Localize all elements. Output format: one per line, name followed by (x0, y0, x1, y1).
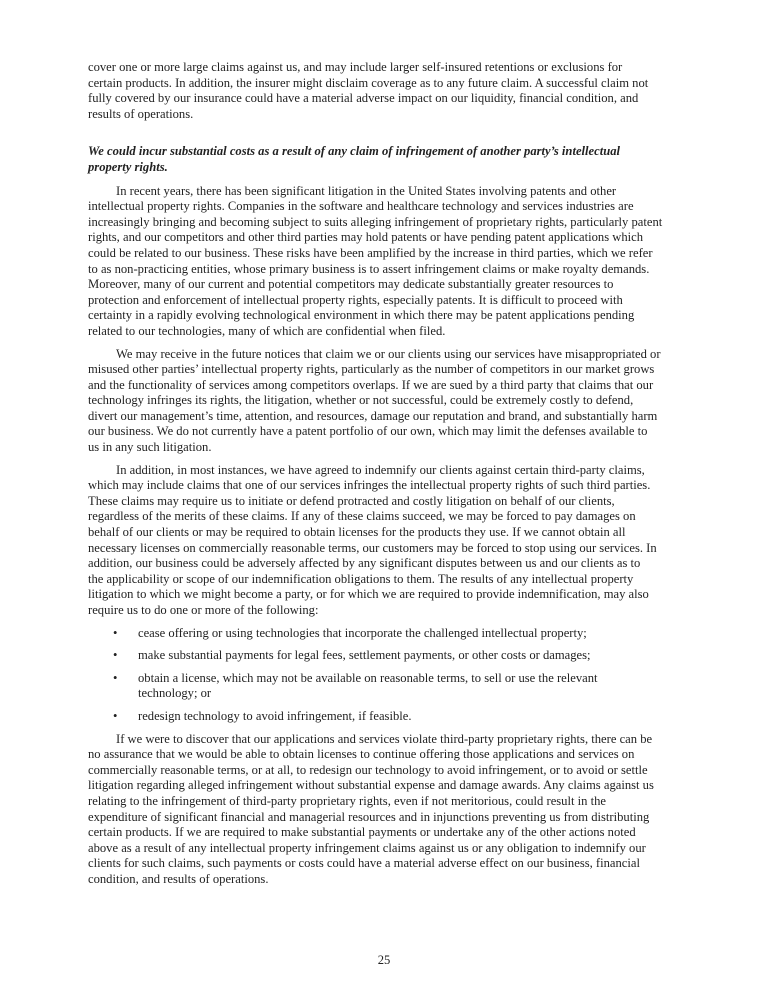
paragraph (88, 732, 688, 888)
text-line: obtain a license, which may not be available on reasonable terms, to sell or use the relevant (138, 670, 598, 685)
text-line: behalf of our clients or may be required to obtain licenses for the products they use. If we cannot obtain all (88, 525, 626, 540)
text-line: These claims may require us to initiate or defend protracted and costly litigation on behalf of our clients, (88, 493, 615, 508)
text-line: no assurance that we would be able to obtain licenses to continue offering those applications and services on (88, 747, 635, 762)
bullet-item (88, 648, 688, 664)
paragraph (88, 347, 688, 456)
text-line: condition, and results of operations. (88, 871, 269, 886)
document-body (88, 60, 688, 895)
text-line: Moreover, many of our current and potential competitors may dedicate substantially greater resources to (88, 277, 614, 292)
text-line: regardless of the merits of these claims. If any of these claims succeed, we may be forced to pay damages on (88, 509, 636, 524)
page-number: 25 (377, 953, 391, 967)
text-line: results of operations. (88, 106, 194, 121)
text-line: certain products. If we are required to make substantial payments or undertake any of the other actions noted (88, 825, 636, 840)
text-line: property rights. (88, 159, 168, 174)
text-line: intellectual property rights. Companies in the software and healthcare technology and services industries are (88, 199, 634, 214)
text-line: and the functionality of services among competitors overlaps. If we are sued by a third party that claims that our (88, 377, 654, 392)
bullet-list (88, 626, 688, 725)
text-line: our business. We do not currently have a patent portfolio of our own, which may limit the defenses available to (88, 424, 648, 439)
text-line: commercially reasonable terms, or at all, to redesign our technology to avoid infringement, or to avoid or settle (88, 762, 648, 777)
bullet-item (88, 626, 688, 642)
paragraph (88, 184, 688, 340)
bullet-icon: • (113, 708, 118, 723)
text-line: litigation regarding alleged infringement without substantial expense and damage awards. Any claims against us (88, 778, 654, 793)
text-line: to as non-practicing entities, whose primary business is to assert infringement claims or make royalty demands. (88, 261, 650, 276)
text-line: protection and enforcement of intellectual property rights, especially patents. It is difficult to proceed with (88, 292, 623, 307)
text-line: In addition, in most instances, we have agreed to indemnify our clients against certain third-party claims, (116, 462, 645, 477)
text-line: cover one or more large claims against us, and may include larger self-insured retentions or exclusions for (88, 60, 623, 74)
text-line: which may include claims that one of our services infringes the intellectual property rights of such third parties. (88, 478, 651, 493)
text-line: fully covered by our insurance could have a material adverse impact on our liquidity, financial condition, and (88, 91, 639, 106)
text-line: We could incur substantial costs as a result of any claim of infringement of another party’s intellectual (88, 144, 621, 159)
text-line: divert our management’s time, attention, and resources, damage our reputation and brand, and substantially harm (88, 408, 658, 423)
text-line: require us to do one or more of the following: (88, 603, 319, 617)
text-line: redesign technology to avoid infringement, if feasible. (138, 708, 412, 723)
paragraph (88, 463, 688, 619)
text-line: us in any such litigation. (88, 440, 212, 455)
text-line: certain products. In addition, the insurer might disclaim coverage as to any future claim. A successful claim not (88, 75, 649, 90)
text-line: technology infringes its rights, the litigation, whether or not successful, could be extremely costly to defend, (88, 393, 634, 408)
bullet-icon: • (113, 625, 118, 640)
text-line: If we were to discover that our applications and services violate third-party proprietary rights, there can be (116, 731, 653, 746)
text-line: certainty in a rapidly evolving technological environment in which there may be patent applications pending (88, 308, 635, 323)
bullet-icon: • (113, 670, 118, 685)
text-line: expenditure of significant financial and managerial resources and in injunctions preventing us from distributing (88, 809, 650, 824)
text-line: make substantial payments for legal fees, settlement payments, or other costs or damages; (138, 648, 591, 663)
text-line: cease offering or using technologies that incorporate the challenged intellectual property; (138, 625, 587, 640)
text-line: addition, our business could be adversely affected by any significant disputes between us and our clients as to (88, 556, 641, 571)
text-line: In recent years, there has been significant litigation in the United States involving patents and other (116, 183, 617, 198)
bullet-item (88, 709, 688, 725)
text-line: We may receive in the future notices that claim we or our clients using our services have misappropriated or (116, 346, 661, 361)
text-line: technology; or (138, 686, 212, 701)
text-line: increasingly bringing and becoming subject to suits alleging infringement of proprietary rights, particularly patent (88, 214, 663, 229)
paragraph (88, 60, 688, 122)
bullet-item (88, 671, 688, 702)
text-line: relating to the infringement of third-party proprietary rights, even if not meritorious, could result in the (88, 793, 606, 808)
text-line: litigation to which we might become a party, or for which we are required to provide indemnification, may also (88, 587, 649, 602)
text-line: the applicability or scope of our indemnification obligations to them. The results of any intellectual property (88, 571, 634, 586)
section-heading (88, 144, 688, 175)
text-line: related to our technologies, many of which are confidential when filed. (88, 323, 446, 338)
text-line: clients for such claims, such payments or costs could have a material adverse effect on our business, financial (88, 856, 640, 871)
text-line: necessary licenses on commercially reasonable terms, our customers may be forced to stop using our services. In (88, 540, 657, 555)
text-line: rights, and our competitors and other third parties may hold patents or have pending patent applications which (88, 230, 644, 245)
text-line: misused other parties’ intellectual property rights, particularly as the number of competitors in our market grows (88, 362, 655, 377)
text-line: could be related to our business. These risks have been amplified by the increase in third parties, which we refer (88, 245, 653, 260)
text-line: above as a result of any intellectual property infringement claims against us or any obligation to indemnify our (88, 840, 646, 855)
bullet-icon: • (113, 648, 118, 663)
